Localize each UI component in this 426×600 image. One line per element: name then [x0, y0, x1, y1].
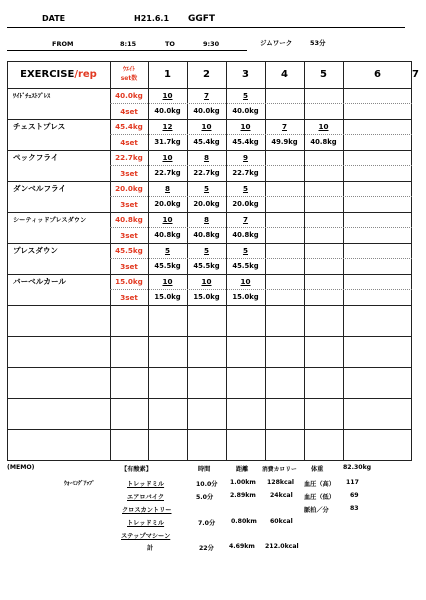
program-name: GGFT: [188, 14, 216, 24]
set-rep: 5: [164, 246, 170, 255]
set-weight: 49.9kg: [271, 138, 298, 146]
cardio-time-1: 5.0分: [196, 494, 214, 501]
cardio-name-4: ステップマシーン: [121, 533, 171, 540]
set-weight: 40.0kg: [232, 107, 259, 115]
set-weight: 40.8kg: [232, 231, 259, 239]
rep-header: /rep: [74, 69, 97, 80]
set-rep: 10: [162, 91, 173, 100]
memo-label: (MEMO): [7, 464, 35, 471]
set-weight: 45.4kg: [193, 138, 220, 146]
cardio-calories-3: 60kcal: [270, 518, 293, 525]
set-weight: 22.7kg: [232, 169, 259, 177]
cardio-time-0: 10.0分: [196, 481, 218, 488]
vital-label-1: 血圧（低）: [304, 494, 335, 501]
set-weight: 40.0kg: [154, 107, 181, 115]
grid-hline: [7, 429, 412, 430]
set-rep: 5: [242, 91, 248, 100]
exercise-weight: 15.0kg: [115, 277, 143, 286]
set-number-7: 7: [412, 69, 419, 80]
set-rep: 7: [281, 122, 287, 131]
set-weight: 40.8kg: [193, 231, 220, 239]
grid-hline: [7, 336, 412, 337]
set-rep: 5: [242, 246, 248, 255]
set-number-4: 4: [281, 69, 288, 80]
cardio-distance-0: 1.00km: [230, 479, 256, 486]
set-rep: 10: [318, 122, 329, 131]
set-weight: 15.0kg: [154, 293, 181, 301]
total-label: 計: [147, 545, 154, 552]
exercise-name: チェストプレス: [13, 122, 66, 131]
set-rep: 10: [201, 277, 212, 286]
to-label: TO: [165, 40, 175, 48]
exercise-sets: 3set: [120, 292, 138, 302]
exercise-table: [7, 61, 419, 461]
set-weight: 40.8kg: [310, 138, 337, 146]
cardio-name-0: トレッドミル: [127, 481, 165, 488]
set-weight: 45.5kg: [232, 262, 259, 270]
set-rep: 5: [203, 246, 209, 255]
exercise-weight: 45.5kg: [115, 246, 143, 255]
set-rep: 5: [242, 184, 248, 193]
exercise-header: EXERCISE /rep: [20, 69, 97, 80]
set-weight: 22.7kg: [154, 169, 181, 177]
weight-header-line1: ｳｴｲﾄ: [122, 66, 135, 74]
weight-head: 体重: [311, 466, 324, 473]
date-label: DATE: [42, 14, 66, 23]
vital-value-0: 117: [346, 479, 359, 486]
set-weight: 15.0kg: [232, 293, 259, 301]
set-number-2: 2: [203, 69, 210, 80]
cardio-distance-1: 2.89km: [230, 492, 256, 499]
vital-value-2: 83: [350, 505, 359, 512]
set-rep: 10: [240, 277, 251, 286]
weight-header-line2: set数: [120, 74, 138, 82]
from-time: 8:15: [120, 40, 137, 48]
vital-label-2: 脈拍／分: [304, 507, 329, 514]
vital-label-0: 血圧（高）: [304, 481, 335, 488]
exercise-name: シーティッドプレスダウン: [13, 217, 87, 224]
grid-hline: [7, 367, 412, 368]
set-weight: 45.5kg: [154, 262, 181, 270]
grid-vline: [411, 61, 412, 461]
set-rep: 12: [162, 122, 173, 131]
exercise-weight: 20.0kg: [115, 184, 143, 193]
set-number-1: 1: [164, 69, 171, 80]
exercise-name: バーベルカール: [13, 277, 67, 286]
vital-value-1: 69: [350, 492, 359, 499]
set-weight: 45.5kg: [193, 262, 220, 270]
weight-header: [110, 61, 148, 88]
header-divider-bottom: [7, 50, 247, 51]
set-number-6: 6: [374, 69, 381, 80]
exercise-name: ﾜｲﾄﾞﾁｪｽﾄﾌﾟﾚｽ: [13, 93, 51, 100]
grid-hline: [7, 460, 412, 461]
cardio-head: 【有酸素】: [121, 466, 152, 473]
set-rep: 8: [164, 184, 170, 193]
exercise-sets: 3set: [120, 261, 138, 271]
total-calories: 212.0kcal: [265, 543, 299, 550]
cardio-name-1: エアロバイク: [127, 494, 165, 501]
grid-hline: [7, 305, 412, 306]
exercise-sets: 3set: [120, 168, 138, 178]
set-weight: 31.7kg: [154, 138, 181, 146]
calories-head: 消費カロリー: [262, 467, 297, 473]
set-rep: 10: [240, 122, 251, 131]
gym-label: ジムワーク: [260, 39, 293, 47]
set-weight: 20.0kg: [232, 200, 259, 208]
set-weight: 22.7kg: [193, 169, 220, 177]
exercise-weight: 22.7kg: [115, 153, 143, 162]
cardio-time-3: 7.0分: [198, 520, 216, 527]
set-weight: 20.0kg: [193, 200, 220, 208]
set-rep: 5: [203, 184, 209, 193]
total-distance: 4.69km: [229, 543, 255, 550]
exercise-weight: 40.8kg: [115, 215, 143, 224]
cardio-name-3: トレッドミル: [127, 520, 165, 527]
set-rep: 10: [162, 153, 173, 162]
grid-vline: [7, 61, 8, 461]
total-time: 22分: [199, 545, 214, 552]
exercise-name: ダンベルフライ: [13, 184, 67, 193]
set-number-3: 3: [242, 69, 249, 80]
exercise-weight: 40.0kg: [115, 91, 143, 100]
cardio-calories-1: 24kcal: [270, 492, 293, 499]
set-rep: 10: [162, 215, 173, 224]
cardio-name-2: クロスカントリー: [122, 507, 172, 514]
exercise-sets: 4set: [120, 137, 138, 147]
exercise-sets: 3set: [120, 230, 138, 240]
time-head: 時間: [198, 466, 211, 473]
set-rep: 8: [203, 153, 209, 162]
set-weight: 15.0kg: [193, 293, 220, 301]
distance-head: 距離: [236, 466, 249, 473]
exercise-sets: 4set: [120, 106, 138, 116]
cardio-distance-3: 0.80km: [231, 518, 257, 525]
grid-vline: [343, 61, 344, 461]
date-value: H21.6.1: [134, 14, 170, 23]
exercise-name: プレスダウン: [13, 246, 59, 255]
set-weight: 45.4kg: [232, 138, 259, 146]
warmup-label: ｳｫｰﾐﾝｸﾞｱｯﾌﾟ: [64, 481, 95, 487]
exercise-sets: 3set: [120, 199, 138, 209]
header-divider-top: [7, 27, 405, 28]
set-weight: 20.0kg: [154, 200, 181, 208]
to-time: 9:30: [203, 40, 220, 48]
set-rep: 10: [162, 277, 173, 286]
set-weight: 40.8kg: [154, 231, 181, 239]
body-weight-value: 82.30kg: [343, 464, 372, 471]
exercise-name: ペックフライ: [13, 153, 59, 162]
set-weight: 40.0kg: [193, 107, 220, 115]
set-rep: 10: [201, 122, 212, 131]
set-rep: 7: [203, 91, 209, 100]
grid-hline: [7, 398, 412, 399]
set-rep: 7: [242, 215, 248, 224]
set-rep: 8: [203, 215, 209, 224]
exercise-weight: 45.4kg: [115, 122, 143, 131]
set-number-5: 5: [320, 69, 327, 80]
gym-duration: 53分: [310, 39, 326, 47]
from-label: FROM: [52, 40, 74, 48]
cardio-calories-0: 128kcal: [267, 479, 294, 486]
set-rep: 9: [242, 153, 248, 162]
